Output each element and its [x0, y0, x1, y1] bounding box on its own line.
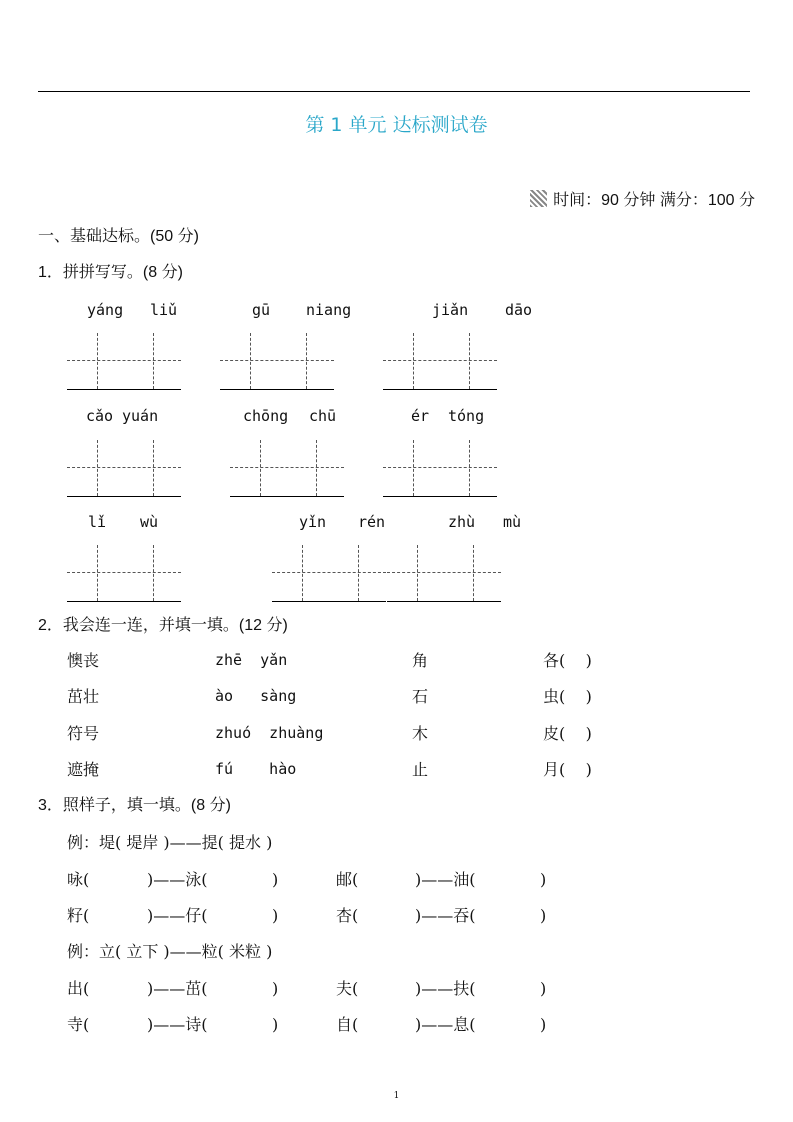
writing-grid[interactable]	[383, 333, 497, 390]
pinyin-syllable: dāo	[505, 301, 533, 319]
fill-blank-part[interactable]: )	[272, 906, 279, 925]
page-number: 1	[393, 1091, 400, 1101]
pinyin-syllable: ér	[411, 407, 430, 425]
pinyin: ào sàng	[215, 687, 297, 705]
fill-blank[interactable]: 皮( )	[543, 724, 592, 743]
question-2-title: 2．我会连一连，并填一填。(12 分)	[38, 617, 288, 634]
word: 茁壮	[67, 687, 100, 706]
pinyin-syllable: chū	[309, 407, 337, 425]
radical: 石	[412, 687, 429, 706]
fill-blank-part[interactable]: )——扶(	[415, 979, 476, 998]
writing-grid[interactable]	[67, 440, 181, 497]
fill-blank-part[interactable]: )	[272, 870, 279, 889]
pinyin-syllable: wù	[140, 513, 159, 531]
question-1-title: 1．拼拼写写。(8 分)	[38, 264, 183, 281]
fill-blank-part[interactable]: )——息(	[415, 1015, 476, 1034]
fill-blank-part[interactable]: )——仔(	[147, 906, 208, 925]
pinyin-syllable: mù	[503, 513, 522, 531]
section-heading: 一、基础达标。(50 分)	[38, 228, 199, 245]
pinyin-syllable: niang	[306, 301, 352, 319]
fill-blank-part[interactable]: 邮(	[336, 870, 359, 889]
word: 符号	[67, 724, 100, 743]
pinyin: zhē yǎn	[215, 651, 288, 669]
fill-blank-part[interactable]: 自(	[336, 1015, 359, 1034]
fill-blank-part[interactable]: )——油(	[415, 870, 476, 889]
writing-grid[interactable]	[383, 440, 497, 497]
pinyin-syllable: zhù	[448, 513, 476, 531]
stamp-icon	[530, 190, 547, 207]
page-title: 第 1 单元 达标测试卷	[305, 114, 488, 136]
pinyin: fú hào	[215, 760, 297, 778]
radical: 止	[412, 760, 429, 779]
fill-blank-part[interactable]: 夫(	[336, 979, 359, 998]
radical: 角	[412, 651, 429, 670]
writing-grid[interactable]	[67, 545, 181, 602]
pinyin: zhuó zhuàng	[215, 724, 324, 742]
fill-blank-part[interactable]: )——吞(	[415, 906, 476, 925]
pinyin-syllable: chōng	[243, 407, 289, 425]
fill-blank-part[interactable]: 咏(	[67, 870, 90, 889]
header-rule	[38, 91, 750, 92]
writing-grid[interactable]	[220, 333, 334, 390]
fill-blank[interactable]: 月( )	[543, 760, 592, 779]
writing-grid[interactable]	[272, 545, 386, 602]
writing-grid[interactable]	[67, 333, 181, 390]
fill-blank-part[interactable]: )	[540, 870, 547, 889]
writing-grid[interactable]	[230, 440, 344, 497]
pinyin-syllable: gū	[252, 301, 271, 319]
fill-blank-part[interactable]: 寺(	[67, 1015, 90, 1034]
word: 懊丧	[67, 651, 100, 670]
exam-meta	[530, 190, 755, 209]
pinyin-syllable: liǔ	[150, 301, 178, 319]
pinyin-syllable: yǐn	[299, 513, 327, 531]
fill-blank[interactable]: 虫( )	[543, 687, 592, 706]
fill-blank-part[interactable]: )	[540, 906, 547, 925]
question-3-title: 3．照样子，填一填。(8 分)	[38, 797, 231, 814]
pinyin-syllable: yáng	[87, 301, 124, 319]
pinyin-syllable: cǎo	[86, 407, 114, 425]
pinyin-syllable: rén	[358, 513, 386, 531]
pinyin-syllable: jiǎn	[432, 301, 469, 319]
fill-blank-part[interactable]: )	[272, 1015, 279, 1034]
example-2: 例：立( 立下 )——粒( 米粒 )	[67, 942, 273, 961]
pinyin-syllable: tóng	[448, 407, 485, 425]
fill-blank-part[interactable]: )	[540, 1015, 547, 1034]
pinyin-syllable: lǐ	[88, 513, 107, 531]
fill-blank-part[interactable]: )——诗(	[147, 1015, 208, 1034]
writing-grid[interactable]	[387, 545, 501, 602]
example-1: 例：堤( 堤岸 )——提( 提水 )	[67, 833, 273, 852]
fill-blank-part[interactable]: )——泳(	[147, 870, 208, 889]
fill-blank-part[interactable]: )——茁(	[147, 979, 208, 998]
fill-blank[interactable]: 各( )	[543, 651, 592, 670]
pinyin-syllable: yuán	[122, 407, 159, 425]
fill-blank-part[interactable]: )	[272, 979, 279, 998]
time-score: 时间：90 分钟 满分：100 分	[553, 192, 755, 209]
radical: 木	[412, 724, 429, 743]
fill-blank-part[interactable]: 出(	[67, 979, 90, 998]
word: 遮掩	[67, 760, 100, 779]
fill-blank-part[interactable]: 杏(	[336, 906, 359, 925]
fill-blank-part[interactable]: 籽(	[67, 906, 90, 925]
fill-blank-part[interactable]: )	[540, 979, 547, 998]
